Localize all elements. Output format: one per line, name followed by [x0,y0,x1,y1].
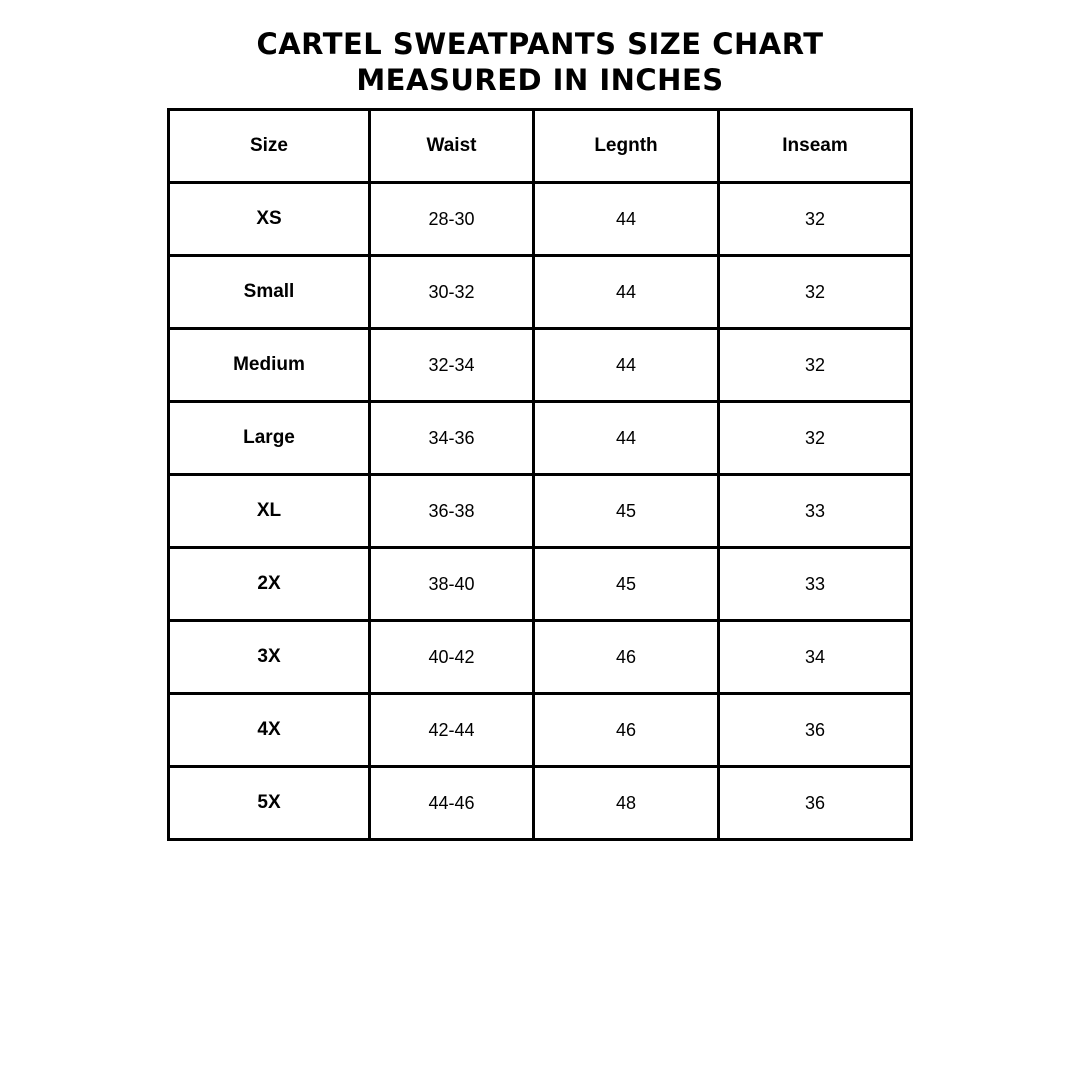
cell-length: 44 [534,183,719,256]
cell-length: 44 [534,402,719,475]
header-size: Size [169,110,370,183]
cell-inseam: 32 [719,329,912,402]
cell-waist: 34-36 [370,402,534,475]
size-chart-table [167,108,913,841]
header-waist: Waist [370,110,534,183]
table-row [169,256,912,329]
title-line-2: MEASURED IN INCHES [356,63,724,97]
header-length: Legnth [534,110,719,183]
cell-inseam: 32 [719,183,912,256]
table-row [169,475,912,548]
cell-length: 46 [534,694,719,767]
table-row [169,621,912,694]
cell-inseam: 33 [719,475,912,548]
cell-inseam: 36 [719,694,912,767]
cell-size: XL [169,475,370,548]
cell-size: 5X [169,767,370,840]
cell-length: 46 [534,621,719,694]
cell-inseam: 34 [719,621,912,694]
page-title [0,26,1080,98]
cell-length: 44 [534,256,719,329]
cell-inseam: 32 [719,402,912,475]
cell-inseam: 33 [719,548,912,621]
table-row [169,329,912,402]
cell-waist: 28-30 [370,183,534,256]
cell-waist: 38-40 [370,548,534,621]
cell-length: 45 [534,548,719,621]
header-inseam: Inseam [719,110,912,183]
cell-size: Large [169,402,370,475]
cell-size: 2X [169,548,370,621]
cell-size: XS [169,183,370,256]
cell-inseam: 32 [719,256,912,329]
cell-waist: 30-32 [370,256,534,329]
table-header-row [169,110,912,183]
cell-size: Small [169,256,370,329]
table-row [169,548,912,621]
cell-inseam: 36 [719,767,912,840]
cell-waist: 40-42 [370,621,534,694]
table-row [169,767,912,840]
title-line-1: CARTEL SWEATPANTS SIZE CHART [256,27,824,61]
cell-length: 45 [534,475,719,548]
cell-length: 44 [534,329,719,402]
cell-size: 3X [169,621,370,694]
cell-waist: 32-34 [370,329,534,402]
cell-length: 48 [534,767,719,840]
cell-size: 4X [169,694,370,767]
table-row [169,694,912,767]
cell-size: Medium [169,329,370,402]
cell-waist: 42-44 [370,694,534,767]
table-row [169,183,912,256]
table-row [169,402,912,475]
cell-waist: 44-46 [370,767,534,840]
cell-waist: 36-38 [370,475,534,548]
